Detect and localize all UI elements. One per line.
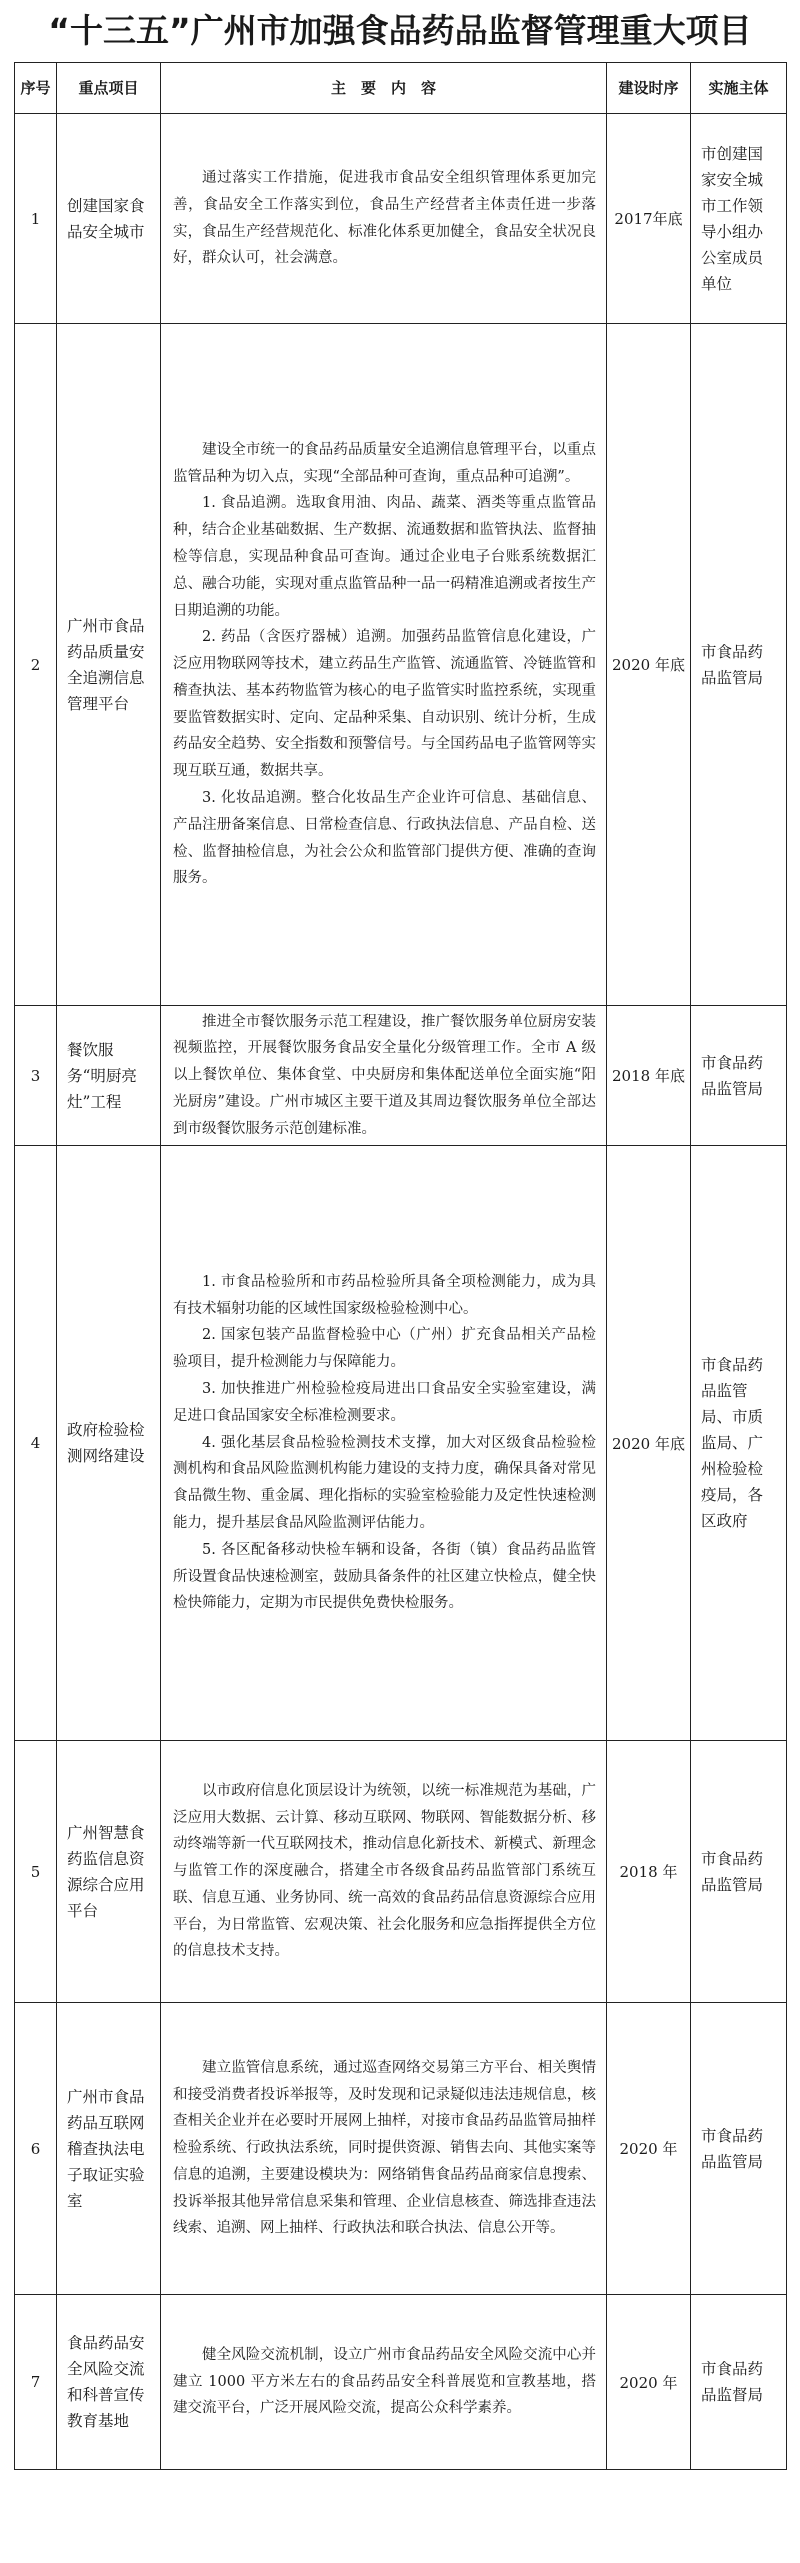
- schedule: 2018 年: [607, 1741, 691, 2003]
- row-number: 1: [15, 114, 57, 324]
- content-paragraph: 3. 加快推进广州检验检疫局进出口食品安全实验室建设，满足进口食品国家安全标准检测要求。: [173, 1381, 596, 1424]
- project-name: 食品药品安全风险交流和科普宣传教育基地: [57, 2295, 161, 2470]
- header-no: 序号: [15, 63, 57, 114]
- project-name: 广州市食品药品质量安全追溯信息管理平台: [57, 324, 161, 1006]
- table-row: [15, 2003, 787, 2295]
- content-paragraph: 3. 化妆品追溯。整合化妆品生产企业许可信息、基础信息、产品注册备案信息、日常检查信息、行政执法信息、产品自检、送检、监督抽检信息，为社会公众和监管部门提供方便、准确的查询服务。: [173, 790, 596, 887]
- schedule: 2020 年底: [607, 324, 691, 1006]
- project-content: [161, 324, 607, 1006]
- content-paragraph: 建立监管信息系统，通过巡查网络交易第三方平台、相关舆情和接受消费者投诉举报等，及时发现和记录疑似违法违规信息，核查相关企业并在必要时开展网上抽样，对接市食品药品监管局抽样检验系统、行政执法系统，同时提供资源、销售去向、其他实案等信息的追溯，主要建设模块为：网络销售食品药品商家信息搜索、投诉举报其他异常信息采集和管理、企业信息核查、筛选排查违法线索、追溯、网上抽样、行政执法和联合执法、信息公开等。: [173, 2059, 596, 2237]
- project-content: [161, 1741, 607, 2003]
- project-content: [161, 1006, 607, 1146]
- implementing-body: 市食品药品监管局: [691, 1741, 787, 2003]
- table-row: [15, 1006, 787, 1146]
- schedule: 2017年底: [607, 114, 691, 324]
- implementing-body: 市食品药品监管局: [691, 324, 787, 1006]
- content-paragraph: 健全风险交流机制，设立广州市食品药品安全风险交流中心并建立 1000 平方米左右的食品药品安全科普展览和宣教基地，搭建交流平台，广泛开展风险交流，提高公众科学素养。: [173, 2346, 596, 2417]
- implementing-body: 市食品药品监管局: [691, 2003, 787, 2295]
- content-paragraph: 4. 强化基层食品检验检测技术支撑，加大对区级食品检验检测机构和食品风险监测机构能力建设的支持力度，确保具备对常见食品微生物、重金属、理化指标的实验室检验能力及定性快速检测能力，提升基层食品风险监测评估能力。: [173, 1434, 596, 1531]
- content-paragraph: 2. 国家包装产品监督检验中心（广州）扩充食品相关产品检验项目，提升检测能力与保障能力。: [173, 1327, 596, 1371]
- project-content: [161, 1146, 607, 1741]
- project-name: 餐饮服务“明厨亮灶”工程: [57, 1006, 161, 1146]
- project-name: 创建国家食品安全城市: [57, 114, 161, 324]
- header-time: 建设时序: [607, 63, 691, 114]
- row-number: 7: [15, 2295, 57, 2470]
- project-content: [161, 114, 607, 324]
- project-name: 广州市食品药品互联网稽查执法电子取证实验室: [57, 2003, 161, 2295]
- content-paragraph: 推进全市餐饮服务示范工程建设，推广餐饮服务单位厨房安装视频监控，开展餐饮服务食品安全量化分级管理工作。全市 A 级以上餐饮单位、集体食堂、中央厨房和集体配送单位全面实施“阳光厨房”建设。广州市城区主要干道及其周边餐饮服务单位全部达到市级餐饮服务示范创建标准。: [173, 1013, 596, 1137]
- content-paragraph: 建设全市统一的食品药品质量安全追溯信息管理平台，以重点监管品种为切入点，实现“全部品种可查询，重点品种可追溯”。: [173, 441, 596, 485]
- schedule: 2020 年底: [607, 1146, 691, 1741]
- schedule: 2020 年: [607, 2295, 691, 2470]
- content-paragraph: 通过落实工作措施，促进我市食品安全组织管理体系更加完善，食品安全工作落实到位，食品生产经营者主体责任进一步落实，食品生产经营规范化、标准化体系更加健全，食品安全状况良好，群众认可，社会满意。: [173, 169, 596, 267]
- row-number: 4: [15, 1146, 57, 1741]
- table-row: [15, 2295, 787, 2470]
- implementing-body: 市食品药品监督局: [691, 2295, 787, 2470]
- content-paragraph: 5. 各区配备移动快检车辆和设备，各街（镇）食品药品监管所设置食品快速检测室，鼓励具备条件的社区建立快检点，健全快检快筛能力，定期为市民提供免费快检服务。: [173, 1541, 596, 1612]
- content-paragraph: 2. 药品（含医疗器械）追溯。加强药品监管信息化建设，广泛应用物联网等技术，建立药品生产监管、流通监管、冷链监管和稽查执法、基本药物监管为核心的电子监管实时监控系统，实现重要监管数据实时、定向、定品种采集、自动识别、统计分析，生成药品安全趋势、安全指数和预警信号。与全国药品电子监管网等实现互联互通，数据共享。: [173, 629, 596, 780]
- projects-table: [14, 62, 787, 2470]
- content-paragraph: 1. 食品追溯。选取食用油、肉品、蔬菜、酒类等重点监管品种，结合企业基础数据、生产数据、流通数据和监管执法、监督抽检等信息，实现品种食品可查询。通过企业电子台账系统数据汇总、融合功能，实现对重点监管品种一品一码精准追溯或者按生产日期追溯的功能。: [173, 495, 596, 619]
- row-number: 5: [15, 1741, 57, 2003]
- table-row: [15, 1741, 787, 2003]
- implementing-body: 市创建国家安全城市工作领导小组办公室成员单位: [691, 114, 787, 324]
- header-project: 重点项目: [57, 63, 161, 114]
- header-org: 实施主体: [691, 63, 787, 114]
- project-name: 广州智慧食药监信息资源综合应用平台: [57, 1741, 161, 2003]
- content-paragraph: 以市政府信息化顶层设计为统领，以统一标准规范为基础，广泛应用大数据、云计算、移动互联网、物联网、智能数据分析、移动终端等新一代互联网技术，推动信息化新技术、新模式、新理念与监管工作的深度融合，搭建全市各级食品药品监管部门系统互联、信息互通、业务协同、统一高效的食品药品信息资源综合应用平台，为日常监管、宏观决策、社会化服务和应急指挥提供全方位的信息技术支持。: [173, 1782, 596, 1960]
- header-content: 主 要 内 容: [161, 63, 607, 114]
- project-content: [161, 2003, 607, 2295]
- row-number: 3: [15, 1006, 57, 1146]
- project-name: 政府检验检测网络建设: [57, 1146, 161, 1741]
- table-row: [15, 324, 787, 1006]
- header-row: [15, 63, 787, 114]
- schedule: 2020 年: [607, 2003, 691, 2295]
- schedule: 2018 年底: [607, 1006, 691, 1146]
- table-row: [15, 1146, 787, 1741]
- row-number: 2: [15, 324, 57, 1006]
- implementing-body: 市食品药品监管局、市质监局、广州检验检疫局，各区政府: [691, 1146, 787, 1741]
- content-paragraph: 1. 市食品检验所和市药品检验所具备全项检测能力，成为具有技术辐射功能的区域性国家级检验检测中心。: [173, 1273, 596, 1317]
- page-title: “十三五”广州市加强食品药品监督管理重大项目: [48, 11, 752, 50]
- project-content: [161, 2295, 607, 2470]
- table-row: [15, 114, 787, 324]
- implementing-body: 市食品药品监管局: [691, 1006, 787, 1146]
- row-number: 6: [15, 2003, 57, 2295]
